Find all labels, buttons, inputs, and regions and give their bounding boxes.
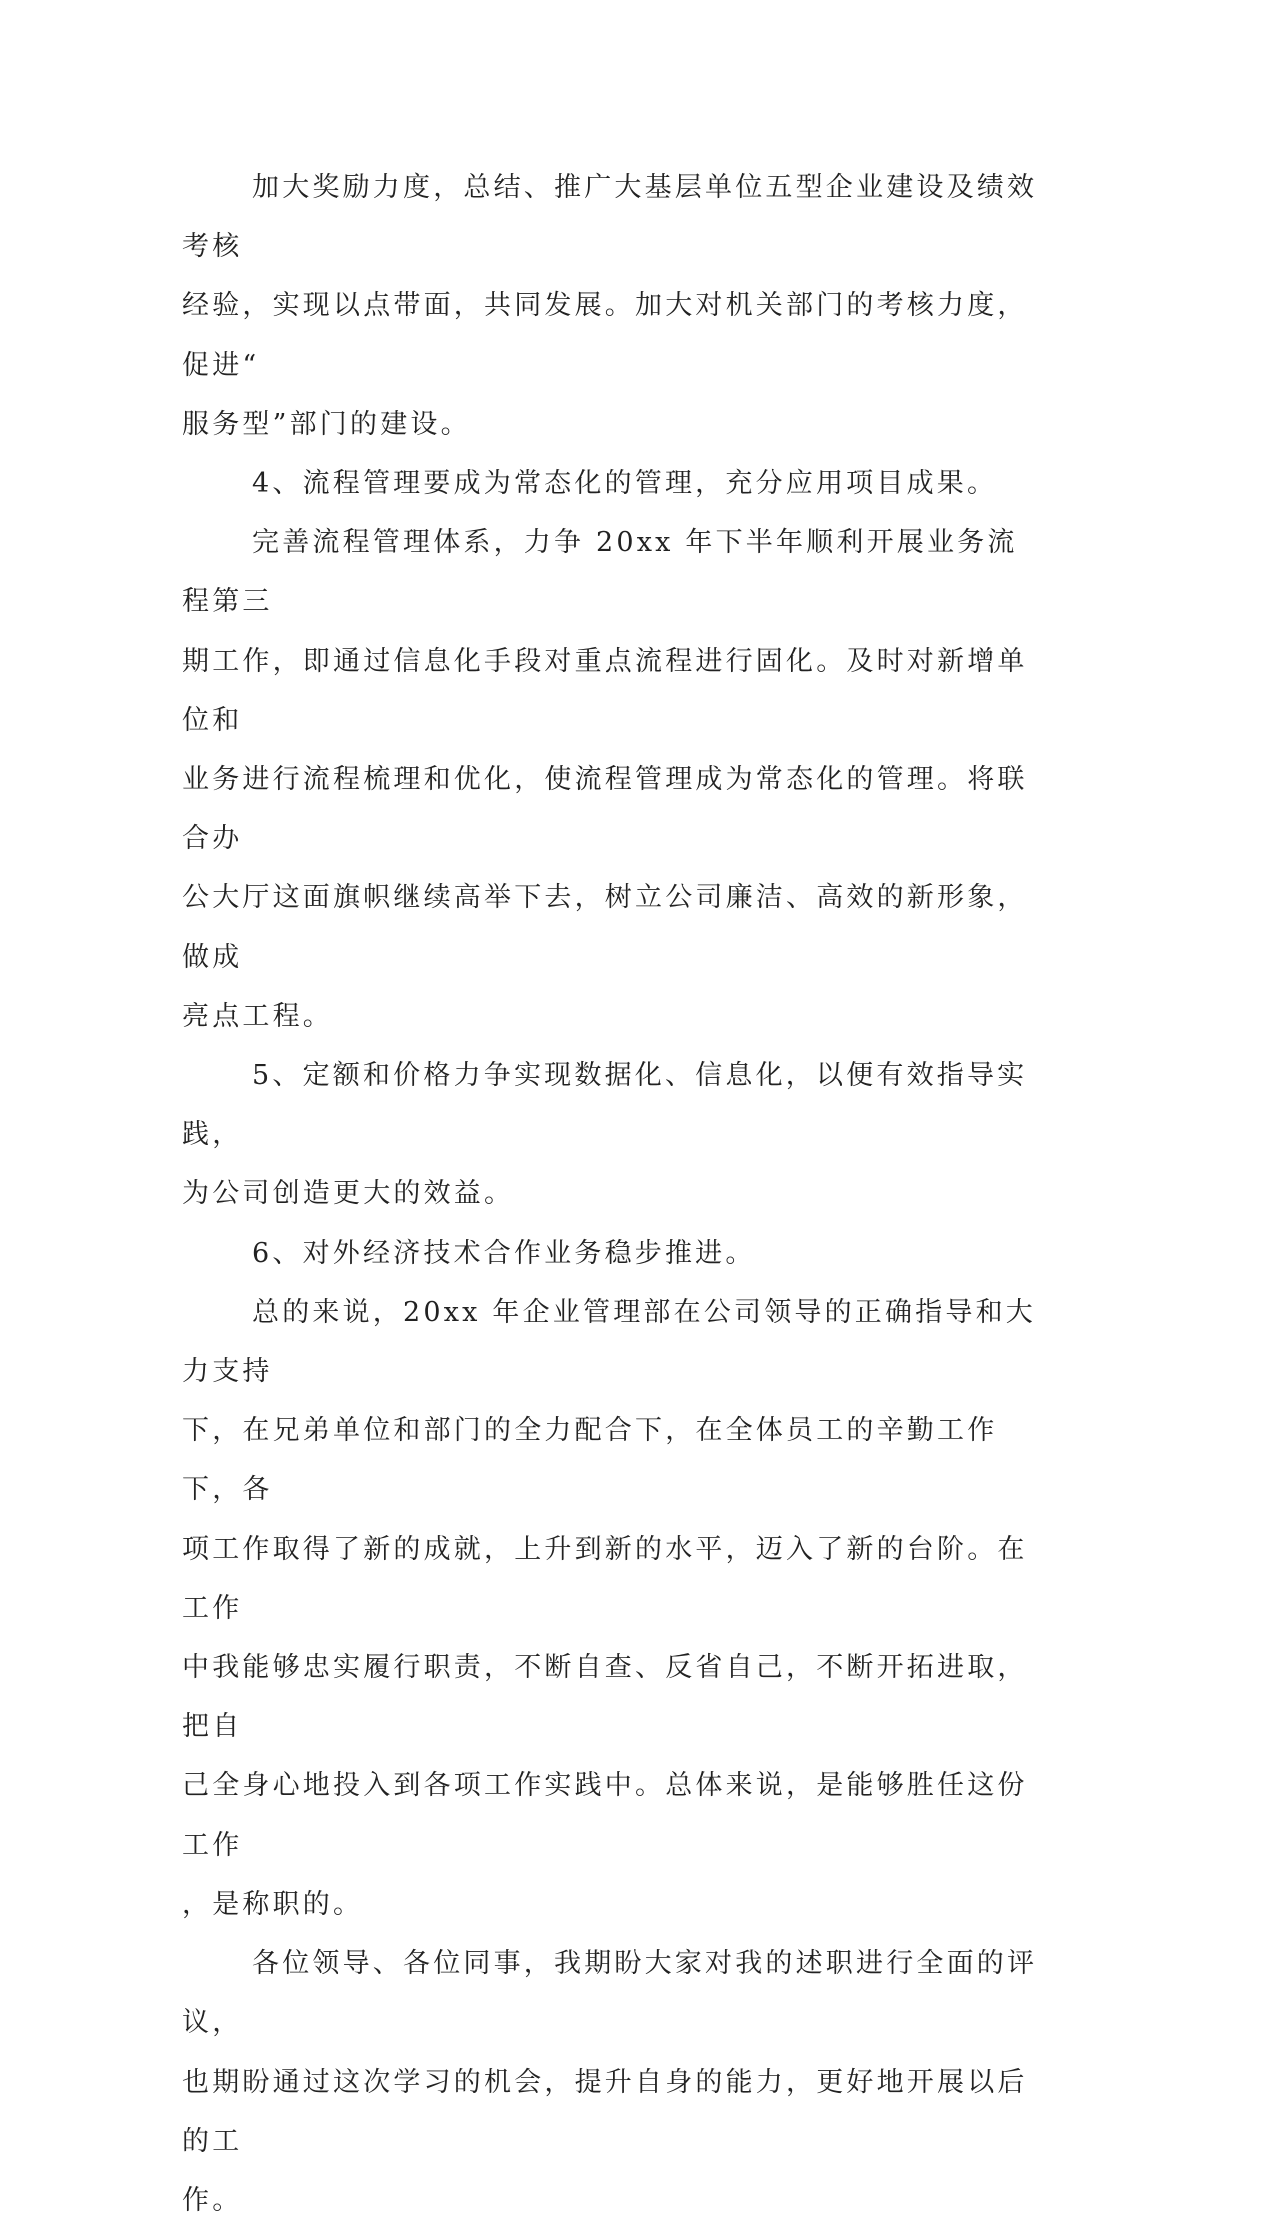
paragraph-summary: 总的来说，20xx 年企业管理部在公司领导的正确指导和大力支持 下，在兄弟单位和部门的全力配合下，在全体员工的辛勤工作下，各 项工作取得了新的成就，上升到新的水平，迈入了新的台阶。在工作 中我能够忠实履行职责，不断自查、反省自己，不断开拓进取，把自 己全身心地投入到各项工作实践中。总体来说，是能够胜任这份工作 ，是称职的。 (182, 1296, 1036, 1920)
heading-item-6-external-cooperation: 6、对外经济技术合作业务稳步推进。 (252, 1237, 756, 1269)
heading-item-4-process-management: 4、流程管理要成为常态化的管理，充分应用项目成果。 (252, 468, 998, 500)
paragraph-reward-assessment: 加大奖励力度，总结、推广大基层单位五型企业建设及绩效考核 经验，实现以点带面，共同发展。加大对机关部门的考核力度，促进“ 服务型”部门的建设。 (182, 172, 1038, 440)
paragraph-process-system: 完善流程管理体系，力争 20xx 年下半年顺利开展业务流程第三 期工作，即通过信息化手段对重点流程进行固化。及时对新增单位和 业务进行流程梳理和优化，使流程管理成为常态化的管理。将联合办 公大厅这面旗帜继续高举下去，树立公司廉洁、高效的新形象，做成 亮点工程。 (182, 527, 1028, 1032)
heading-item-5-quota-pricing: 5、定额和价格力争实现数据化、信息化，以便有效指导实践， 为公司创造更大的效益。 (182, 1060, 1028, 1210)
paragraph-closing: 各位领导、各位同事，我期盼大家对我的述职进行全面的评议， 也期盼通过这次学习的机会，提升自身的能力，更好地开展以后的工 作。 (182, 1948, 1038, 2216)
document-body (182, 158, 1038, 2230)
